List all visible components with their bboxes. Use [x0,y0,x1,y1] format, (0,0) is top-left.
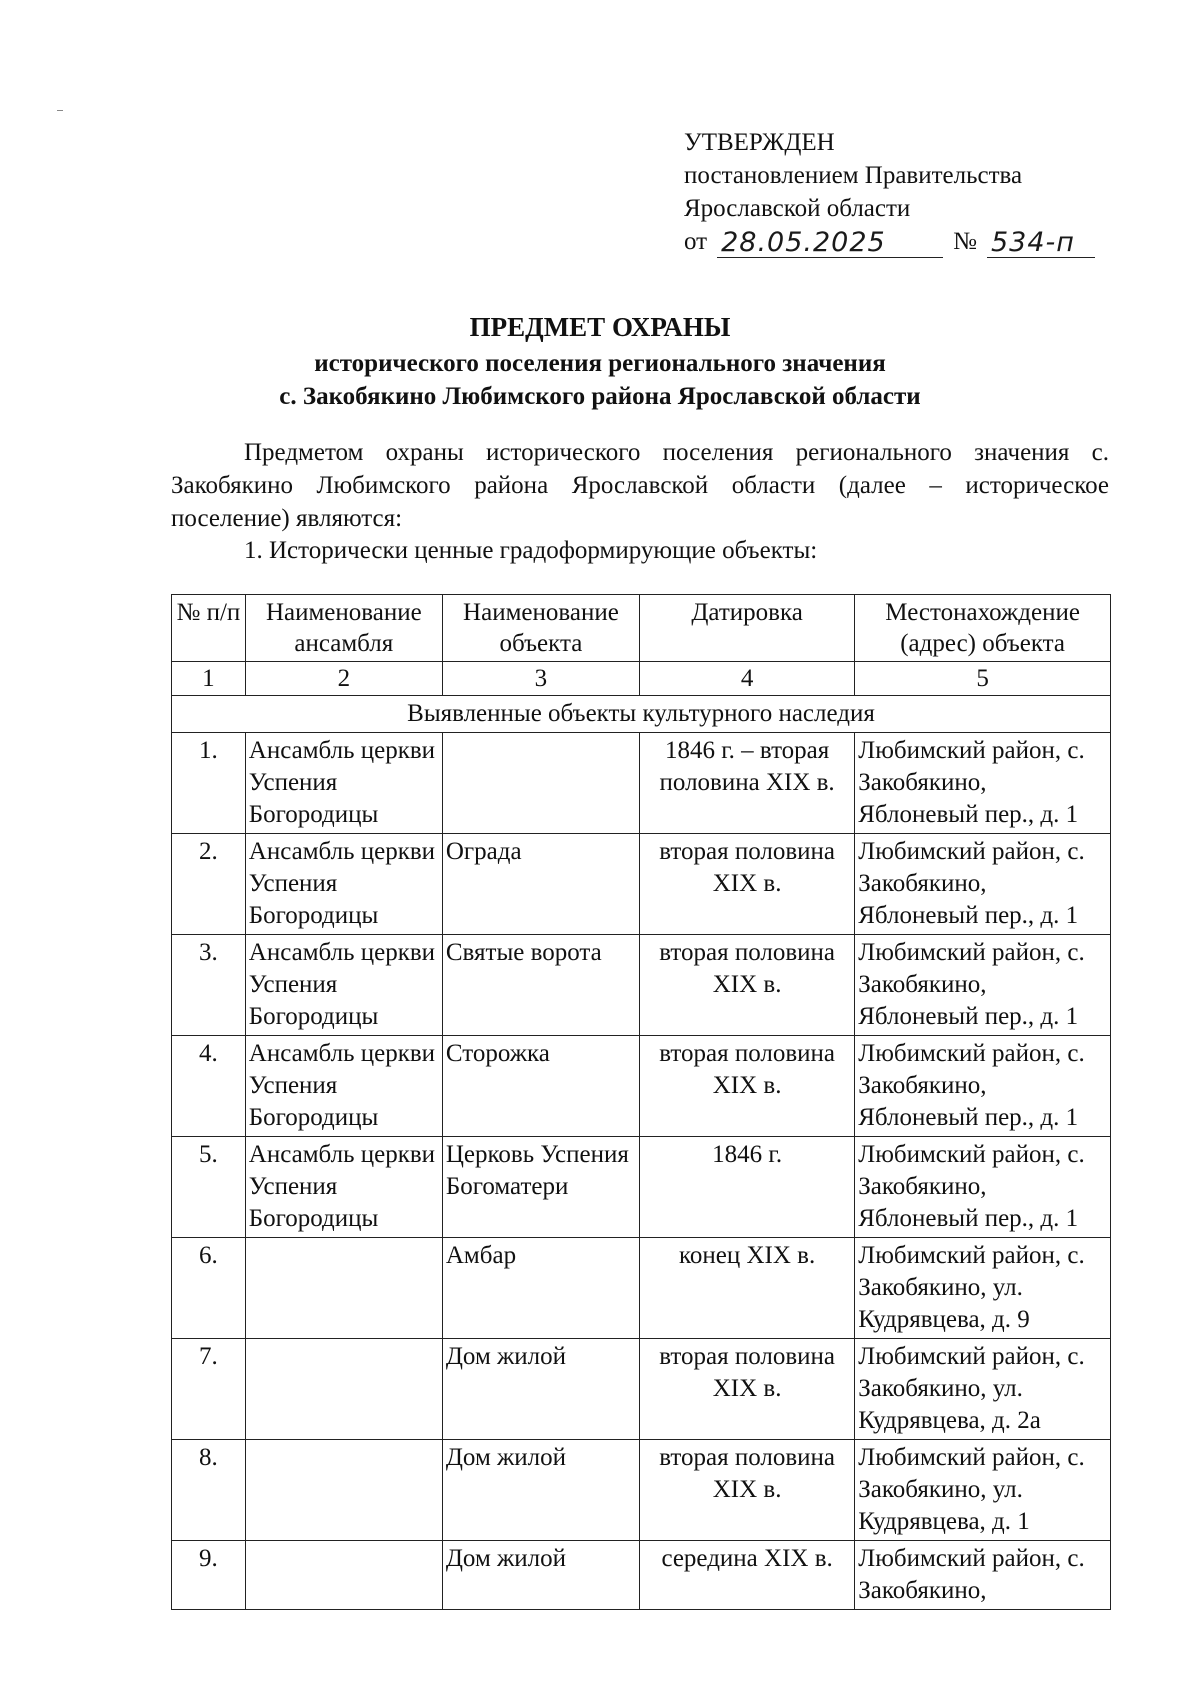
date-prefix: от [684,228,708,255]
cell-date: вторая половина XIX в. [639,834,854,935]
cell-object: Сторожка [442,1036,639,1137]
number-prefix: № [953,228,977,255]
document-title: ПРЕДМЕТ ОХРАНЫ [469,312,731,342]
cell-number: 5. [172,1137,246,1238]
cell-address: Любимский район, с. Закобякино, Яблоневый пер., д. 1 [855,834,1111,935]
cell-date: вторая половина XIX в. [639,1339,854,1440]
cell-ensemble: Ансамбль церкви Успения Богородицы [245,1137,442,1238]
table-row [172,1339,1111,1440]
column-number: 1 [172,662,246,696]
intro-paragraph: Предметом охраны исторического поселения регионального значения с. Закобякино Любимского района Ярославской области (далее – историческое поселение) являются: [171,439,1109,532]
cell-number: 3. [172,935,246,1036]
cell-object: Дом жилой [442,1541,639,1610]
cell-ensemble: Ансамбль церкви Успения Богородицы [245,1036,442,1137]
column-number-row [172,662,1111,696]
cell-object: Ограда [442,834,639,935]
cell-address: Любимский район, с. Закобякино, Яблоневый пер., д. 1 [855,1137,1111,1238]
column-number: 4 [639,662,854,696]
cell-date: вторая половина XIX в. [639,1036,854,1137]
table-row [172,1440,1111,1541]
cell-object: Дом жилой [442,1440,639,1541]
cell-date: 1846 г. [639,1137,854,1238]
handwritten-number: 534-п [987,229,1095,258]
cell-object: Церковь Успения Богоматери [442,1137,639,1238]
section-title: Выявленные объекты культурного наследия [172,696,1111,733]
column-number: 3 [442,662,639,696]
cell-ensemble [245,1440,442,1541]
cell-object: Святые ворота [442,935,639,1036]
cell-address: Любимский район, с. Закобякино, ул. Кудрявцева, д. 9 [855,1238,1111,1339]
cell-ensemble [245,1339,442,1440]
cell-date: вторая половина XIX в. [639,935,854,1036]
cell-object: Амбар [442,1238,639,1339]
objects-table [171,594,1111,1610]
table-row [172,1238,1111,1339]
cell-address: Любимский район, с. Закобякино, ул. Кудрявцева, д. 2а [855,1339,1111,1440]
table-row [172,733,1111,834]
header-date: Датировка [639,595,854,662]
cell-date: вторая половина XIX в. [639,1440,854,1541]
header-number: № п/п [172,595,246,662]
cell-ensemble [245,1238,442,1339]
cell-address: Любимский район, с. Закобякино, ул. Кудрявцева, д. 1 [855,1440,1111,1541]
approval-line-3: Ярославской области [684,195,911,222]
approval-title: УТВЕРЖДЕН [684,129,835,156]
cell-number: 4. [172,1036,246,1137]
cell-ensemble: Ансамбль церкви Успения Богородицы [245,834,442,935]
header-address: Местонахождение (адрес) объекта [855,595,1111,662]
table-row [172,1137,1111,1238]
header-ensemble: Наименование ансамбля [245,595,442,662]
cell-date: середина XIX в. [639,1541,854,1610]
cell-date: 1846 г. – вторая половина XIX в. [639,733,854,834]
document-subtitle-1: исторического поселения регионального значения [314,350,886,377]
cell-address: Любимский район, с. Закобякино, Яблоневый пер., д. 1 [855,1036,1111,1137]
cell-number: 6. [172,1238,246,1339]
scan-mark [57,110,63,111]
column-number: 2 [245,662,442,696]
cell-number: 2. [172,834,246,935]
approval-block [684,126,1095,258]
table-row [172,1541,1111,1610]
approval-line-2: постановлением Правительства [684,162,1023,189]
handwritten-date: 28.05.2025 [717,229,943,258]
cell-number: 1. [172,733,246,834]
cell-address: Любимский район, с. Закобякино, [855,1541,1111,1610]
cell-address: Любимский район, с. Закобякино, Яблоневый пер., д. 1 [855,935,1111,1036]
cell-number: 8. [172,1440,246,1541]
cell-ensemble: Ансамбль церкви Успения Богородицы [245,733,442,834]
document-subtitle-2: с. Закобякино Любимского района Ярославской области [279,383,921,410]
cell-ensemble [245,1541,442,1610]
cell-address: Любимский район, с. Закобякино, Яблоневый пер., д. 1 [855,733,1111,834]
approval-date-number [684,225,1095,258]
table-row [172,834,1111,935]
cell-date: конец XIX в. [639,1238,854,1339]
cell-object: Дом жилой [442,1339,639,1440]
column-number: 5 [855,662,1111,696]
cell-number: 7. [172,1339,246,1440]
table-row [172,1036,1111,1137]
table-row [172,935,1111,1036]
cell-number: 9. [172,1541,246,1610]
section-heading: 1. Исторически ценные градоформирующие объекты: [244,537,818,564]
cell-object [442,733,639,834]
table-header-row [172,595,1111,662]
header-object: Наименование объекта [442,595,639,662]
cell-ensemble: Ансамбль церкви Успения Богородицы [245,935,442,1036]
section-row [172,696,1111,733]
